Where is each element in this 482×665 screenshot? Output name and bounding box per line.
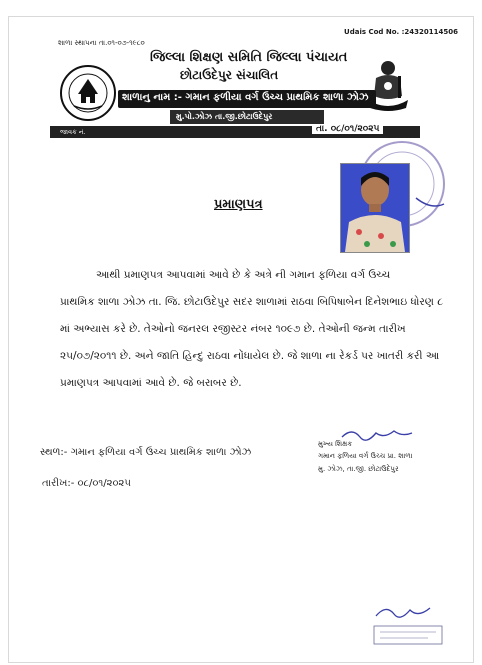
school-address: મુ.પો.ઝોઝ તા.જી.છોટાઉદેપુર xyxy=(176,112,273,121)
issue-date: તા. ૦૮/૦૧/૨૦૨૫ xyxy=(312,124,383,134)
header-district-line: જિલ્લા શિક્ષણ સમિતિ જિલ્લા પંચાયત xyxy=(150,50,348,65)
school-name: શાળાનુ નામ :- ગમાન ફળીયા વર્ગ ઉચ્ચ પ્રાથમિક શાળા ઝોઝ xyxy=(122,92,369,103)
certificate-line: માં અભ્યાસ કરે છે. તેઓનો જનરલ રજીસ્ટર નંબર ૧૦૯૭ છે. તેઓની જન્મ તારીખ xyxy=(60,323,406,335)
place-line: સ્થળ:- ગમાન ફળિયા વર્ગ ઉચ્ચ પ્રાથમિક શાળા ઝોઝ xyxy=(40,447,252,458)
certificate-body xyxy=(60,262,444,397)
certificate-title: પ્રમાણપત્ર xyxy=(214,197,263,212)
establishment-date: શાળા સ્થાપના તા.૦૧-૦૭-૧૯૮૦ xyxy=(58,39,145,47)
certificate-line: પ્રમાણપત્ર આપવામાં આવે છે. જે બરાબર છે. xyxy=(60,377,242,389)
stamp-title: મુખ્ય શિક્ષક xyxy=(318,440,353,448)
udise-code: Udais Cod No. :24320114506 xyxy=(344,28,458,36)
stamp-address-line: મુ. ઝોઝ, તા.જી. છોટાઉદેપુર xyxy=(318,465,399,473)
student-photo-figure xyxy=(341,164,409,252)
certificate-date: તારીખ:- ૦૮/૦૧/૨૦૨૫ xyxy=(42,478,131,489)
certificate-line: આથી પ્રમાણપત્ર આપવામાં આવે છે કે અત્રે ની ગમાન ફળિયા વર્ગ ઉચ્ચ xyxy=(96,269,391,281)
student-photo xyxy=(340,163,410,253)
school-logo-emblem xyxy=(59,64,117,122)
headmaster-signature-icon xyxy=(368,600,448,648)
certificate-line: ૨૫/૦૭/૨૦૧૧ છે. અને જાતિ હિન્દુ રાઠવા નોંધાયેલ છે. જે શાળા ના રેકર્ડ પર ખાતરી કરી આ xyxy=(60,350,440,362)
certificate-line: પ્રાથમિક શાળા ઝોઝ તા. જિ. છોટાઉદેપુર સદર શાળામાં રાઠવા બિપિષાબેન દિનેશભાઇ ધોરણ ૮ xyxy=(60,296,444,308)
stamp-school-line: ગમાન ફળિયા વર્ગ ઉચ્ચ પ્રા. શાળા xyxy=(318,452,413,460)
outward-number-label: જાવક નં. xyxy=(60,128,86,136)
header-managed-by: છોટાઉદેપુર સંચાલિત xyxy=(180,68,279,82)
